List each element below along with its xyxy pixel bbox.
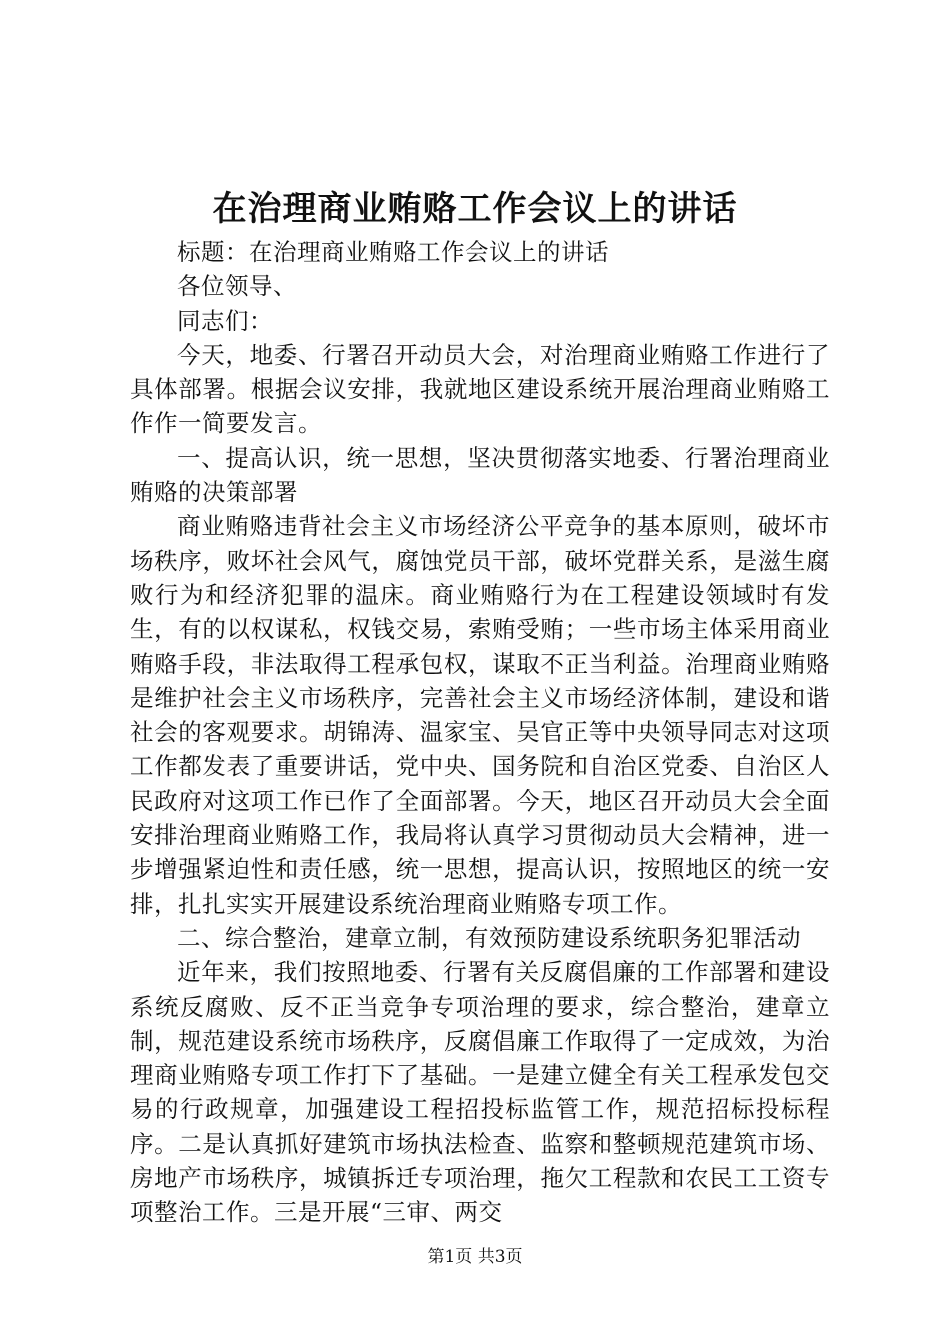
body-paragraph: 近年来，我们按照地委、行署有关反腐倡廉的工作部署和建设系统反腐败、反不正当竞争专项治理的要求，综合整治，建章立制，规范建设系统市场秩序，反腐倡廉工作取得了一定成效，为治理商业贿赂专项工作打下了基础。一是建立健全有关工程承发包交易的行政规章，加强建设工程招投标监管工作，规范招标投标程序。二是认真抓好建筑市场执法检查、监察和整顿规范建筑市场、房地产市场秩序，城镇拆迁专项治理，拖欠工程款和农民工工资专项整治工作。三是开展“三审、两交	[130, 958, 830, 1227]
subject-line: 标题：在治理商业贿赂工作会议上的讲话	[177, 238, 609, 266]
section-heading-2: 二、综合整治，建章立制，有效预防建设系统职务犯罪活动	[177, 923, 801, 952]
section-heading-1: 一、提高认识，统一思想，坚决贯彻落实地委、行署治理商业贿赂的决策部署	[130, 443, 830, 507]
salutation-comrades: 同志们：	[177, 306, 273, 335]
page-number-footer: 第1页 共3页	[427, 1247, 523, 1267]
document-body	[130, 235, 830, 1230]
intro-paragraph: 今天，地委、行署召开动员大会，对治理商业贿赂工作进行了具体部署。根据会议安排，我就地区建设系统开展治理商业贿赂工作作一简要发言。	[130, 340, 830, 438]
document-title: 在治理商业贿赂工作会议上的讲话	[212, 189, 738, 229]
body-paragraph: 商业贿赂违背社会主义市场经济公平竞争的基本原则，破坏市场秩序，败坏社会风气，腐蚀党员干部，破坏党群关系，是滋生腐败行为和经济犯罪的温床。商业贿赂行为在工程建设领域时有发生，有的以权谋私，权钱交易，索贿受贿；一些市场主体采用商业贿赂手段，非法取得工程承包权，谋取不正当利益。治理商业贿赂是维护社会主义市场秩序，完善社会主义市场经济体制，建设和谐社会的客观要求。胡锦涛、温家宝、吴官正等中央领导同志对这项工作都发表了重要讲话，党中央、国务院和自治区党委、自治区人民政府对这项工作已作了全面部署。今天，地区召开动员大会全面安排治理商业贿赂工作，我局将认真学习贯彻动员大会精神，进一步增强紧迫性和责任感，统一思想，提高认识，按照地区的统一安排，扎扎实实开展建设系统治理商业贿赂专项工作。	[130, 512, 830, 918]
salutation-leaders: 各位领导、	[177, 272, 297, 301]
